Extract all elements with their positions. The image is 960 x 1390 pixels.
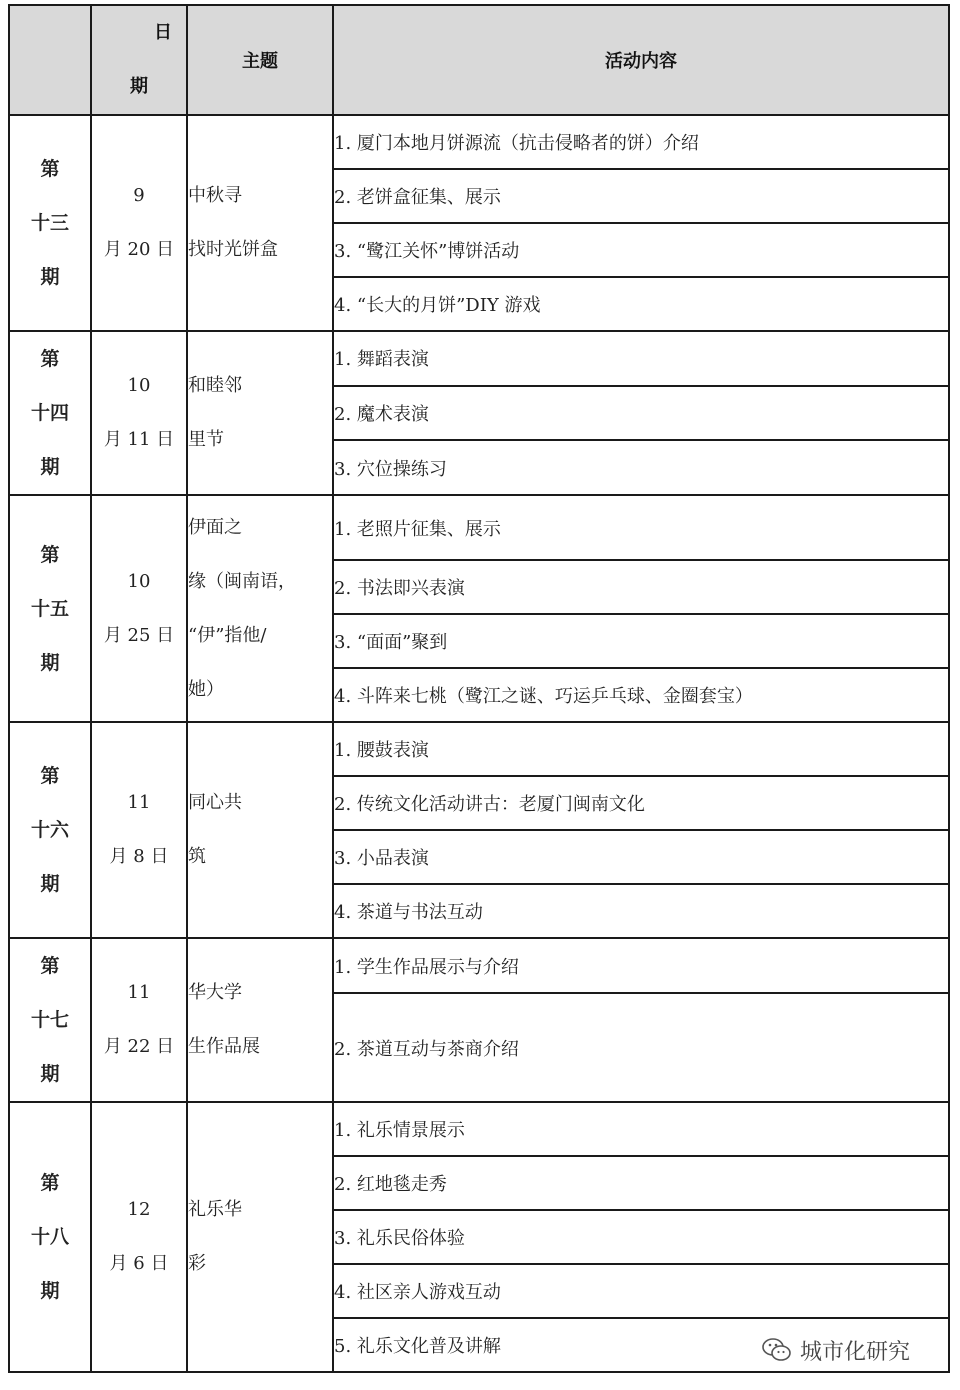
session-theme-cell — [187, 495, 333, 722]
date-line: 11 — [127, 982, 151, 1003]
table-row — [9, 331, 949, 386]
session-date-cell — [91, 115, 187, 331]
period-line: 期 — [40, 1063, 60, 1085]
session-theme-cell — [187, 115, 333, 331]
activity-item: 4. 茶道与书法互动 — [333, 884, 949, 938]
date-line: 月 25 日 — [103, 624, 175, 646]
session-date-cell — [91, 722, 187, 938]
period-line: 第 — [40, 348, 60, 370]
period-line: 十七 — [30, 1009, 69, 1031]
header-date-line1: 日 — [154, 22, 172, 43]
period-line: 期 — [40, 873, 60, 895]
header-date-line2: 期 — [130, 76, 148, 97]
wechat-icon — [762, 1337, 792, 1363]
date-line: 10 — [127, 375, 151, 396]
activity-item: 2. 老饼盒征集、展示 — [333, 169, 949, 223]
header-content: 活动内容 — [333, 5, 949, 115]
theme-line: “伊”指他/ — [188, 624, 267, 646]
table-row — [9, 495, 949, 560]
activity-item: 3. 穴位操练习 — [333, 440, 949, 495]
header-date — [91, 5, 187, 115]
schedule-body — [9, 115, 949, 1372]
header-period — [9, 5, 91, 115]
session-theme-cell — [187, 938, 333, 1102]
activity-item: 3. “面面”聚到 — [333, 614, 949, 668]
activity-item: 2. 传统文化活动讲古：老厦门闽南文化 — [333, 776, 949, 830]
period-line: 十八 — [30, 1226, 69, 1248]
date-line: 月 22 日 — [103, 1036, 175, 1057]
activity-item: 4. 社区亲人游戏互动 — [333, 1264, 949, 1318]
theme-line: 里节 — [188, 429, 224, 450]
theme-line: 彩 — [188, 1253, 206, 1274]
theme-line: 生作品展 — [188, 1036, 260, 1057]
period-line: 第 — [40, 1172, 60, 1194]
activity-item: 1. 礼乐情景展示 — [333, 1102, 949, 1156]
session-period-cell — [9, 938, 91, 1102]
theme-line: 筑 — [188, 846, 206, 867]
header-theme: 主题 — [187, 5, 333, 115]
period-line: 第 — [40, 765, 60, 787]
activity-item: 2. 书法即兴表演 — [333, 560, 949, 614]
period-line: 十六 — [30, 819, 69, 841]
period-line: 第 — [40, 955, 60, 977]
period-line: 十四 — [30, 402, 69, 424]
period-line: 期 — [40, 456, 60, 478]
activity-item: 3. “鹭江关怀”博饼活动 — [333, 223, 949, 277]
activity-item: 2. 红地毯走秀 — [333, 1156, 949, 1210]
activity-item: 1. 厦门本地月饼源流（抗击侵略者的饼）介绍 — [333, 115, 949, 169]
activity-item: 5. 礼乐文化普及讲解 — [333, 1318, 949, 1372]
period-line: 十三 — [30, 212, 69, 234]
session-period-cell — [9, 495, 91, 722]
session-date-cell — [91, 938, 187, 1102]
activity-item: 4. 斗阵来七桃（鹭江之谜、巧运乒乓球、金圈套宝） — [333, 668, 949, 722]
session-date-cell — [91, 1102, 187, 1372]
date-line: 月 11 日 — [103, 429, 175, 450]
activity-item: 1. 老照片征集、展示 — [333, 495, 949, 560]
period-line: 期 — [40, 1280, 60, 1302]
theme-line: 和睦邻 — [188, 375, 242, 396]
activity-item: 1. 学生作品展示与介绍 — [333, 938, 949, 993]
date-line: 11 — [127, 792, 151, 813]
activity-item: 3. 小品表演 — [333, 830, 949, 884]
activity-item: 4. “长大的月饼”DIY 游戏 — [333, 277, 949, 331]
theme-line: 找时光饼盒 — [188, 239, 278, 260]
session-date-cell — [91, 331, 187, 495]
table-row — [9, 722, 949, 776]
date-line: 10 — [127, 570, 151, 592]
session-theme-cell — [187, 331, 333, 495]
theme-line: 华大学 — [188, 982, 242, 1003]
session-period-cell — [9, 115, 91, 331]
theme-line: 中秋寻 — [188, 185, 242, 206]
activity-item: 1. 腰鼓表演 — [333, 722, 949, 776]
activity-item: 2. 茶道互动与茶商介绍 — [333, 993, 949, 1102]
session-theme-cell — [187, 1102, 333, 1372]
theme-line: 礼乐华 — [188, 1199, 242, 1220]
date-line: 月 6 日 — [109, 1253, 169, 1274]
theme-line: 缘（闽南语， — [188, 570, 296, 592]
table-row — [9, 938, 949, 993]
session-period-cell — [9, 1102, 91, 1372]
table-row — [9, 1102, 949, 1156]
table-header-row — [9, 5, 949, 115]
period-line: 十五 — [30, 597, 69, 620]
date-line: 月 20 日 — [103, 239, 175, 260]
date-line: 9 — [133, 185, 145, 206]
activity-item: 2. 魔术表演 — [333, 386, 949, 441]
activity-item: 1. 舞蹈表演 — [333, 331, 949, 386]
date-line: 月 8 日 — [109, 846, 169, 867]
session-date-cell — [91, 495, 187, 722]
session-theme-cell — [187, 722, 333, 938]
watermark — [762, 1334, 914, 1366]
period-line: 第 — [40, 543, 60, 566]
theme-line: 同心共 — [188, 792, 242, 813]
theme-line: 她） — [188, 678, 224, 700]
session-period-cell — [9, 331, 91, 495]
activity-schedule-table — [8, 4, 950, 1373]
watermark-text: 城市化研究 — [800, 1339, 911, 1365]
table-row — [9, 115, 949, 169]
period-line: 期 — [40, 651, 60, 674]
period-line: 期 — [40, 266, 60, 288]
activity-item: 3. 礼乐民俗体验 — [333, 1210, 949, 1264]
theme-line: 伊面之 — [188, 516, 242, 538]
session-period-cell — [9, 722, 91, 938]
period-line: 第 — [40, 158, 60, 180]
date-line: 12 — [127, 1199, 151, 1220]
